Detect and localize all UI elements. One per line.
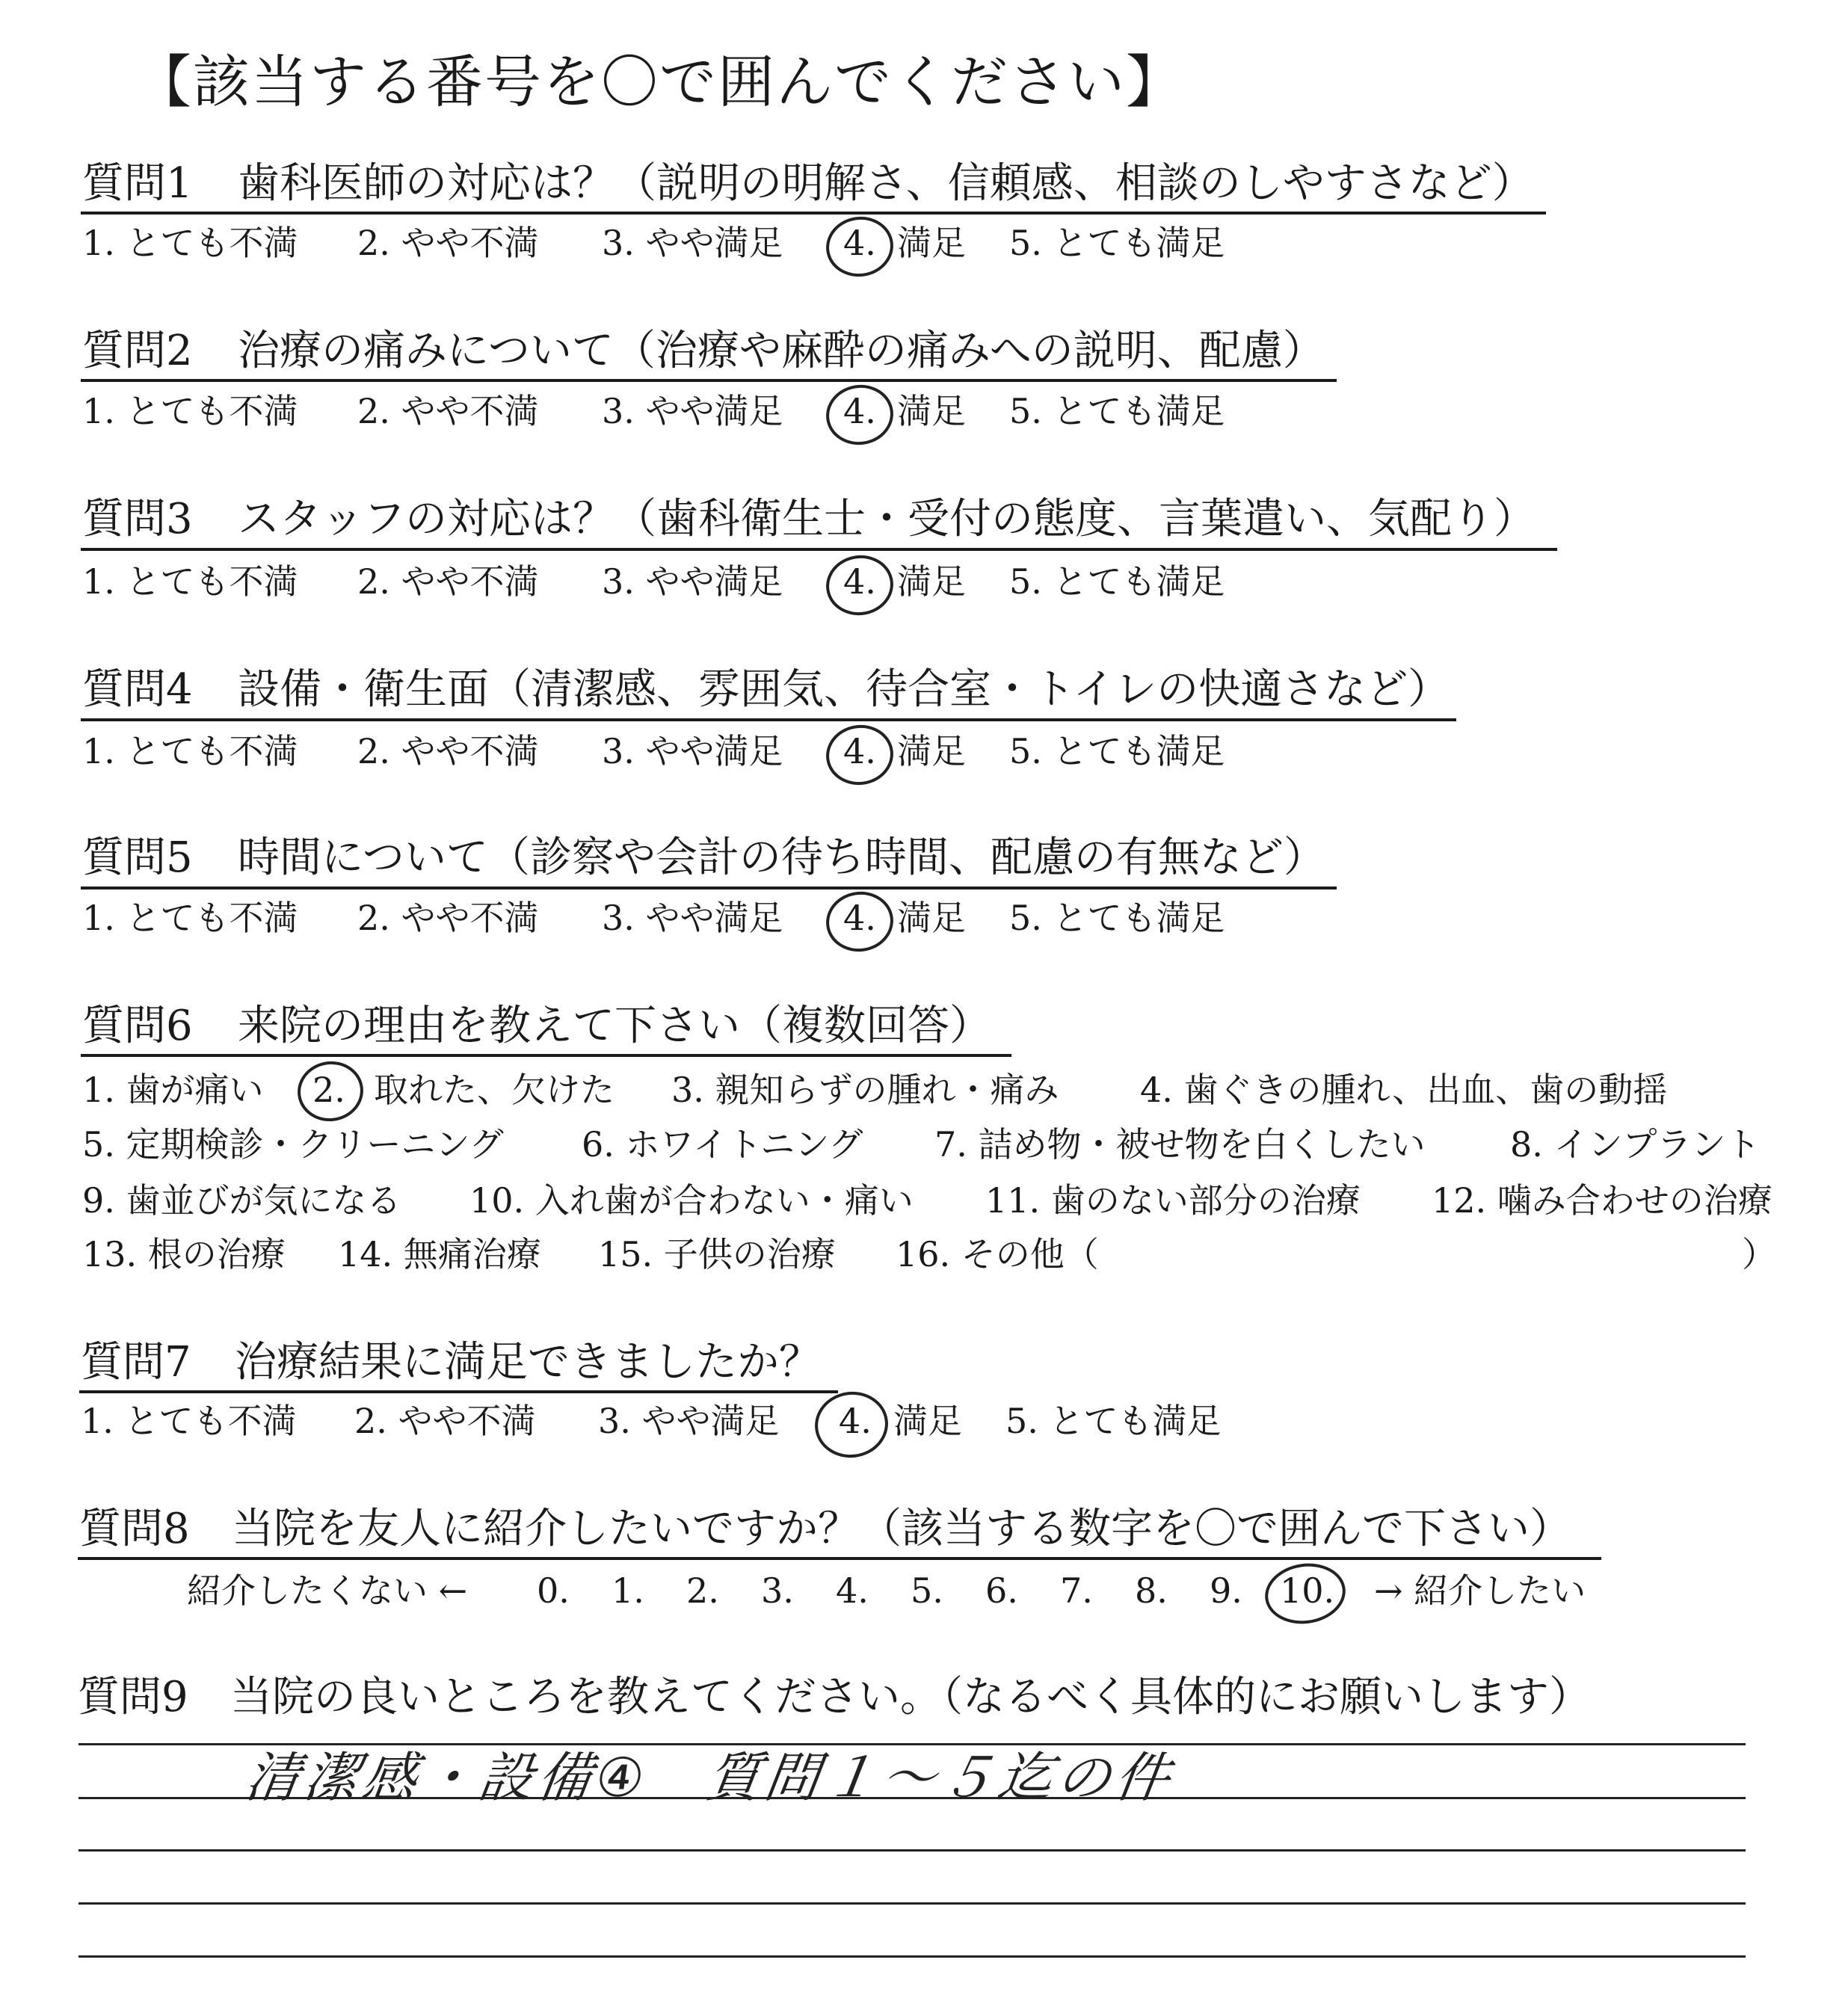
- reason-16-close: ）: [1742, 1234, 1776, 1274]
- option-4-number[interactable]: 4.: [843, 223, 876, 263]
- option-5[interactable]: 5. とても満足: [1009, 561, 1225, 602]
- reason-3[interactable]: 3. 親知らずの腫れ・痛み: [671, 1070, 1059, 1110]
- underline: [79, 1390, 838, 1393]
- option-3[interactable]: 3. やや満足: [602, 898, 783, 938]
- answer-line: [78, 1902, 1746, 1905]
- underline: [81, 887, 1337, 889]
- reason-16[interactable]: 16. その他（: [896, 1234, 1099, 1274]
- scale-right-label: → 紹介したい: [1374, 1570, 1586, 1611]
- question-label: 質問2: [82, 327, 193, 375]
- question-label: 質問6: [82, 1002, 193, 1050]
- question-text: 設備・衛生面（清潔感、雰囲気、待合室・トイレの快適さなど）: [238, 665, 1450, 714]
- option-2[interactable]: 2. やや不満: [357, 561, 539, 602]
- answer-line: [78, 1849, 1746, 1852]
- question-label: 質問5: [82, 833, 193, 882]
- option-3[interactable]: 3. やや満足: [602, 223, 783, 263]
- reason-8[interactable]: 8. インプラント: [1510, 1124, 1761, 1165]
- selection-circle: [822, 551, 897, 620]
- option-5[interactable]: 5. とても満足: [1009, 898, 1225, 938]
- option-1[interactable]: 1. とても不満: [82, 731, 298, 771]
- underline: [81, 548, 1557, 551]
- option-4-number[interactable]: 4.: [843, 731, 876, 771]
- question-label: 質問8: [79, 1505, 190, 1553]
- option-1[interactable]: 1. とても不満: [82, 391, 298, 431]
- option-1[interactable]: 1. とても不満: [82, 561, 298, 602]
- reason-2-label[interactable]: 取れた、欠けた: [374, 1070, 615, 1110]
- option-2[interactable]: 2. やや不満: [357, 223, 539, 263]
- option-4-label[interactable]: 満足: [897, 731, 966, 771]
- question-label: 質問3: [82, 495, 193, 543]
- option-4-number[interactable]: 4.: [843, 391, 876, 431]
- option-2[interactable]: 2. やや不満: [357, 731, 539, 771]
- option-4-number[interactable]: 4.: [839, 1401, 872, 1441]
- option-3[interactable]: 3. やや満足: [598, 1401, 780, 1441]
- reason-5[interactable]: 5. 定期検診・クリーニング: [82, 1124, 504, 1165]
- underline: [78, 1557, 1601, 1560]
- scale-4[interactable]: 4.: [836, 1570, 869, 1611]
- scale-6[interactable]: 6.: [985, 1570, 1018, 1611]
- underline: [81, 212, 1546, 215]
- reason-10[interactable]: 10. 入れ歯が合わない・痛い: [469, 1180, 914, 1221]
- scale-8[interactable]: 8.: [1135, 1570, 1168, 1611]
- question-text: 当院を友人に紹介したいですか？（該当する数字を〇で囲んで下さい）: [232, 1505, 1571, 1553]
- option-4-label[interactable]: 満足: [893, 1401, 962, 1441]
- option-3[interactable]: 3. やや満足: [602, 731, 783, 771]
- selection-circle: [294, 1057, 367, 1125]
- scale-left-label: 紹介したくない ←: [187, 1570, 468, 1611]
- scale-5[interactable]: 5.: [911, 1570, 943, 1611]
- selection-circle: [822, 380, 897, 449]
- question-text: 当院の良いところを教えてください。（なるべく具体的にお願いします）: [230, 1673, 1591, 1721]
- question-text: 歯科医師の対応は？（説明の明解さ、信頼感、相談のしやすさなど）: [238, 159, 1534, 208]
- selection-circle: [822, 212, 897, 281]
- question-label: 質問7: [81, 1338, 191, 1387]
- reason-14[interactable]: 14. 無痛治療: [338, 1234, 541, 1274]
- option-2[interactable]: 2. やや不満: [354, 1401, 536, 1441]
- reason-9[interactable]: 9. 歯並びが気になる: [82, 1180, 401, 1221]
- selection-circle: [822, 887, 897, 956]
- underline: [81, 379, 1337, 382]
- option-4-label[interactable]: 満足: [897, 898, 966, 938]
- reason-13[interactable]: 13. 根の治療: [82, 1234, 286, 1274]
- option-4-number[interactable]: 4.: [843, 898, 876, 938]
- page-title: 【該当する番号を〇で囲んでください】: [135, 49, 1184, 115]
- option-2[interactable]: 2. やや不満: [357, 391, 539, 431]
- question-text: スタッフの対応は？（歯科衛生士・受付の態度、言葉遣い、気配り）: [238, 495, 1536, 543]
- scale-7[interactable]: 7.: [1060, 1570, 1093, 1611]
- reason-2-number[interactable]: 2.: [312, 1070, 345, 1110]
- selection-circle: [1261, 1558, 1349, 1629]
- scale-3[interactable]: 3.: [761, 1570, 794, 1611]
- option-3[interactable]: 3. やや満足: [602, 391, 783, 431]
- scale-1[interactable]: 1.: [612, 1570, 644, 1611]
- reason-11[interactable]: 11. 歯のない部分の治療: [985, 1180, 1361, 1221]
- selection-circle: [810, 1387, 892, 1463]
- question-text: 治療の痛みについて（治療や麻酔の痛みへの説明、配慮）: [238, 327, 1325, 375]
- reason-6[interactable]: 6. ホワイトニング: [582, 1124, 863, 1165]
- handwritten-answer: 清潔感・設備④ 質問１～５迄の件: [241, 1746, 1178, 1809]
- underline: [81, 1054, 1011, 1057]
- question-label: 質問4: [82, 665, 193, 714]
- reason-7[interactable]: 7. 詰め物・被せ物を白くしたい: [934, 1124, 1426, 1165]
- reason-15[interactable]: 15. 子供の治療: [598, 1234, 836, 1274]
- option-4-label[interactable]: 満足: [897, 391, 966, 431]
- option-4-number[interactable]: 4.: [843, 561, 876, 602]
- reason-4[interactable]: 4. 歯ぐきの腫れ、出血、歯の動揺: [1140, 1070, 1668, 1110]
- question-label: 質問9: [78, 1673, 188, 1721]
- option-2[interactable]: 2. やや不満: [357, 898, 539, 938]
- option-5[interactable]: 5. とても満足: [1009, 223, 1225, 263]
- option-4-label[interactable]: 満足: [897, 223, 966, 263]
- option-3[interactable]: 3. やや満足: [602, 561, 783, 602]
- scale-10[interactable]: 10.: [1280, 1570, 1335, 1611]
- question-text: 時間について（診察や会計の待ち時間、配慮の有無など）: [238, 833, 1325, 882]
- option-1[interactable]: 1. とても不満: [82, 223, 298, 263]
- question-label: 質問1: [82, 159, 193, 208]
- scale-0[interactable]: 0.: [537, 1570, 570, 1611]
- option-4-label[interactable]: 満足: [897, 561, 966, 602]
- underline: [81, 718, 1456, 721]
- reason-1[interactable]: 1. 歯が痛い: [82, 1070, 264, 1110]
- selection-circle: [822, 721, 897, 789]
- answer-line: [78, 1955, 1746, 1958]
- option-1[interactable]: 1. とても不満: [82, 898, 298, 938]
- question-text: 治療結果に満足できましたか？: [235, 1338, 821, 1387]
- scale-9[interactable]: 9.: [1210, 1570, 1242, 1611]
- option-5[interactable]: 5. とても満足: [1009, 731, 1225, 771]
- option-5[interactable]: 5. とても満足: [1005, 1401, 1222, 1441]
- question-text: 来院の理由を教えて下さい（複数回答）: [238, 1002, 991, 1050]
- scale-2[interactable]: 2.: [686, 1570, 719, 1611]
- option-1[interactable]: 1. とても不満: [81, 1401, 297, 1441]
- reason-12[interactable]: 12. 噛み合わせの治療: [1432, 1180, 1772, 1221]
- option-5[interactable]: 5. とても満足: [1009, 391, 1225, 431]
